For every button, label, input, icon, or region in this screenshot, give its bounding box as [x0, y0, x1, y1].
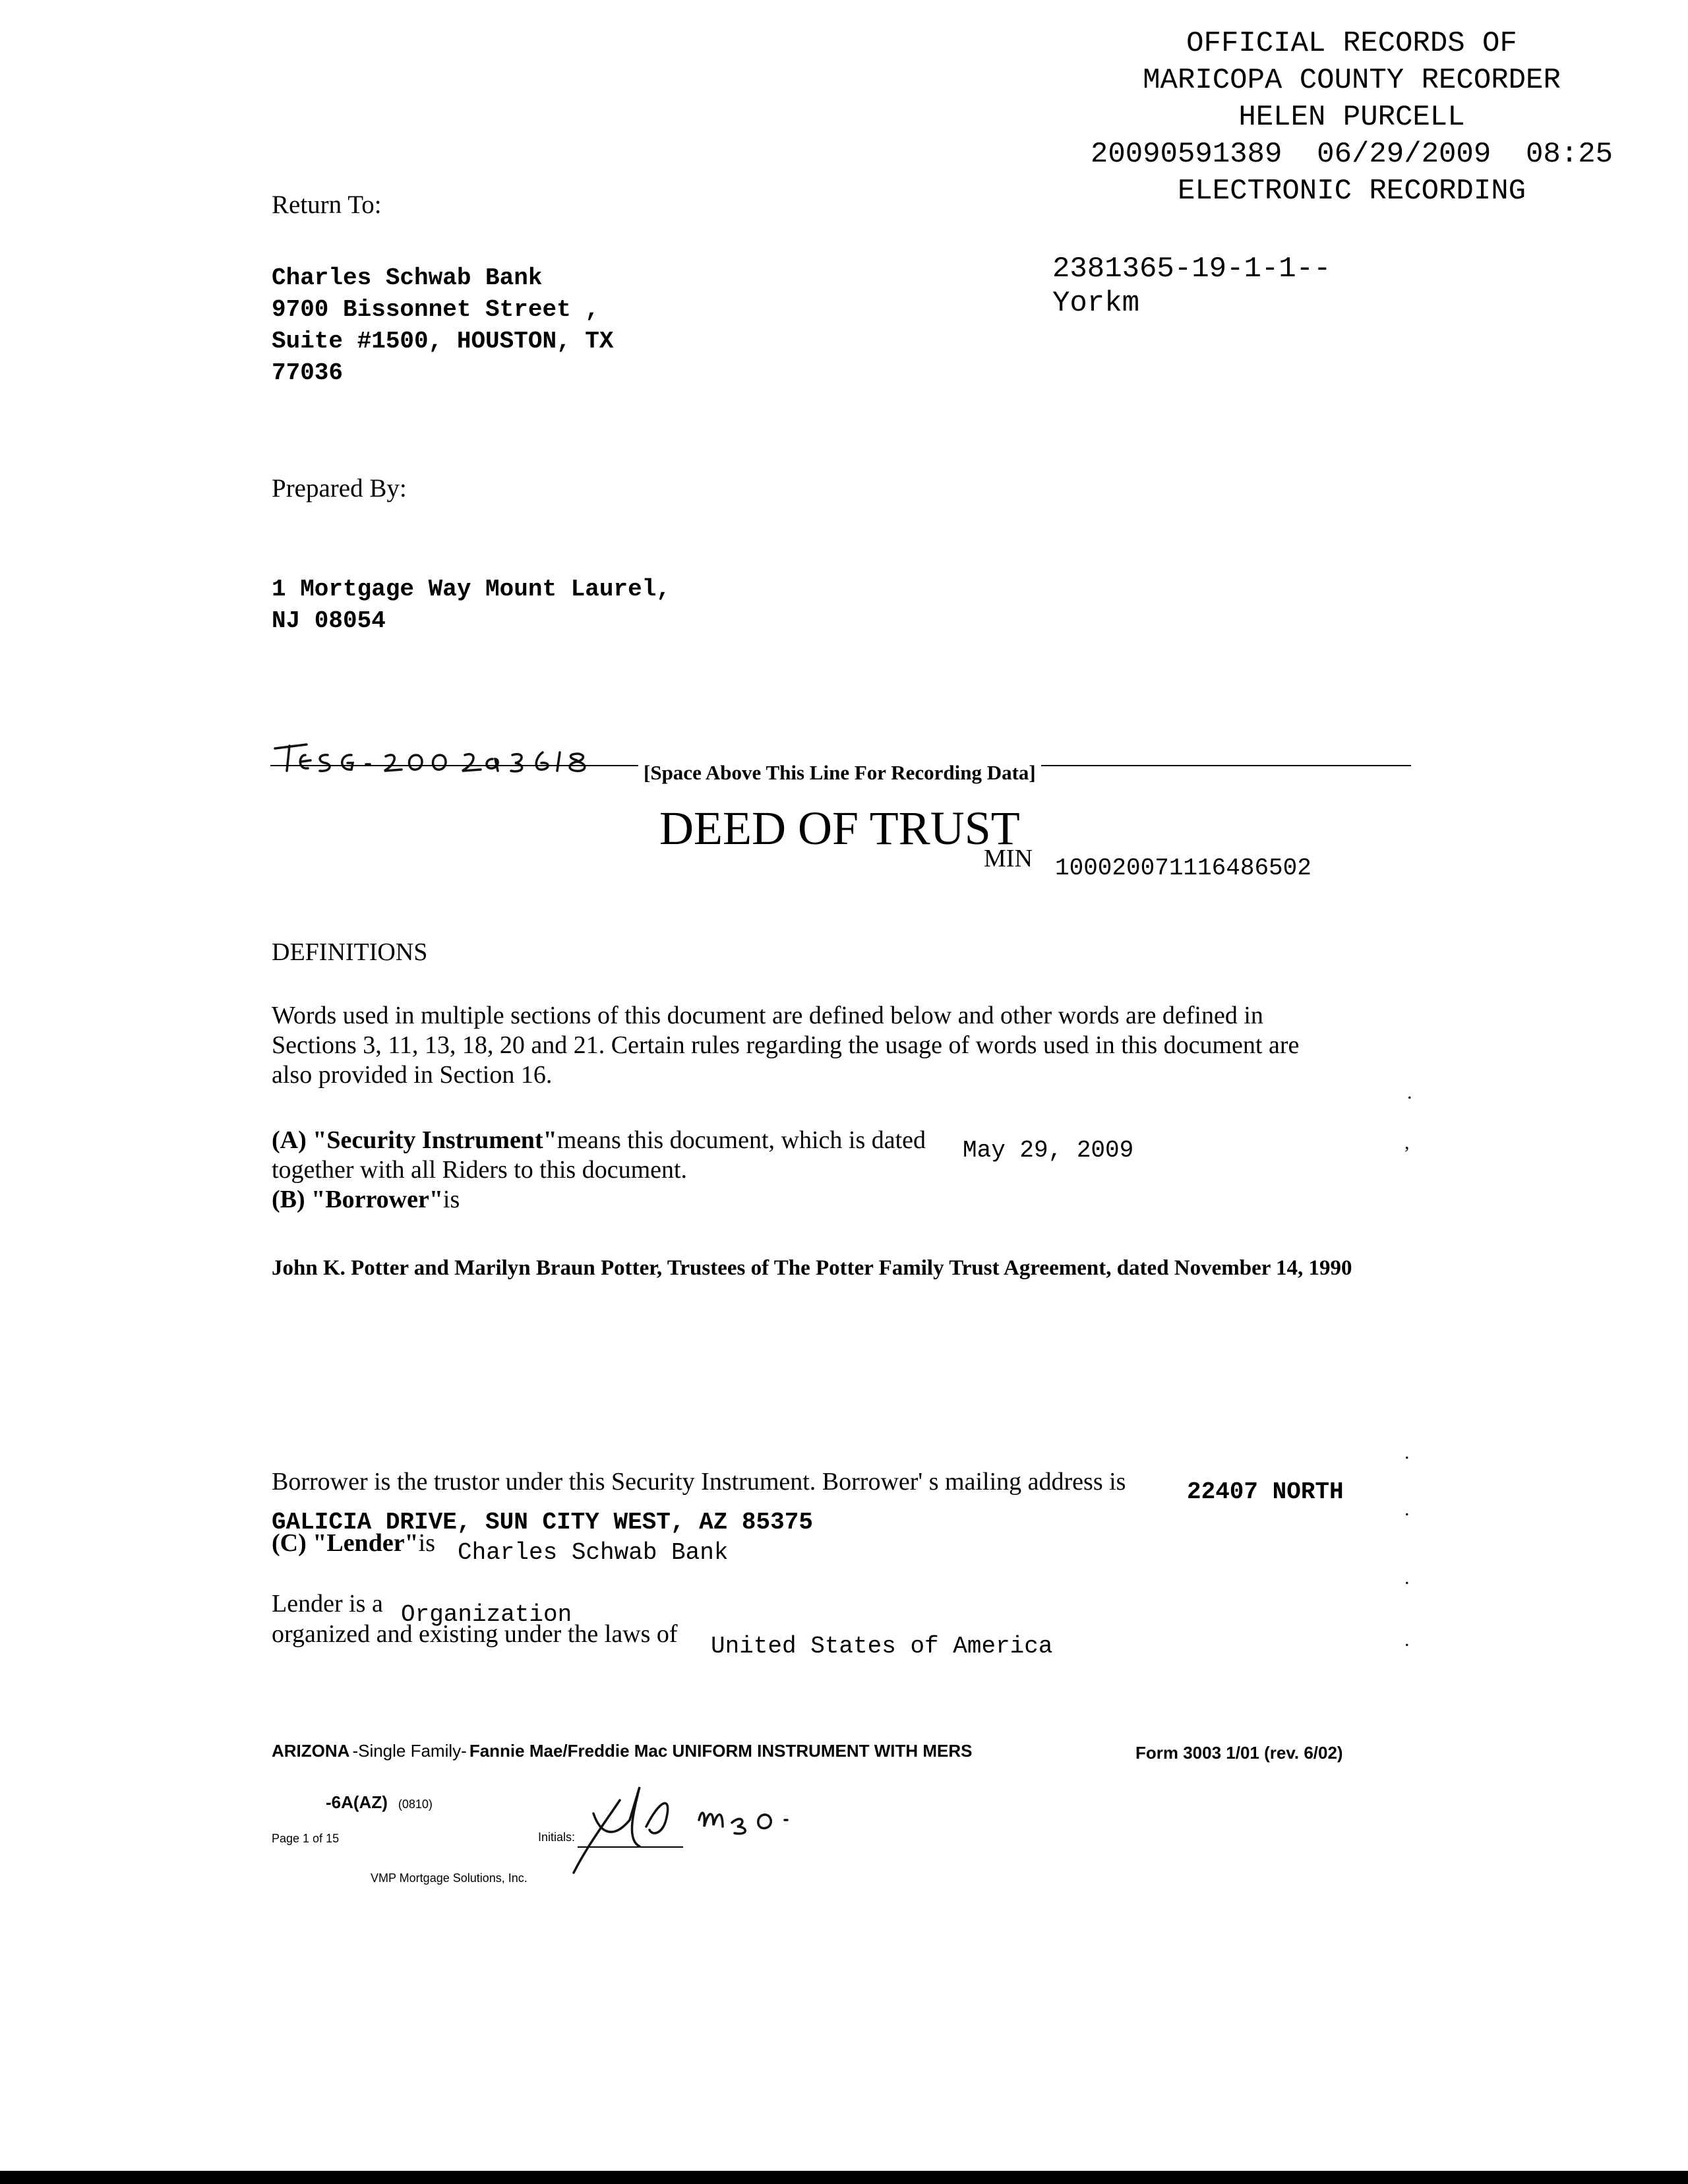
footer-code [326, 1792, 433, 1813]
borrower-names: John K. Potter and Marilyn Braun Potter, Trustees of The Potter Family Trust Agreement, dated November 14, 1990 [272, 1256, 1352, 1280]
definition-a-continuation: together with all Riders to this document. [272, 1156, 688, 1184]
margin-dot: , [1404, 1132, 1410, 1153]
recorder-stamp [1029, 25, 1675, 210]
footer-code-value: -6A(AZ) [326, 1792, 388, 1812]
margin-dot: . [1404, 1441, 1410, 1463]
return-to-line-2: 9700 Bissonnet Street , [272, 296, 599, 323]
margin-dot: . [1407, 1081, 1412, 1103]
borrower-trustor-text: Borrower is the trustor under this Security Instrument. Borrower' s mailing address is [272, 1468, 1126, 1496]
return-to-address [272, 262, 613, 389]
footer-instrument: Fannie Mae/Freddie Mac UNIFORM INSTRUMENT WITH MERS [469, 1741, 973, 1761]
lender-type: Organization [401, 1601, 572, 1628]
borrower-address-line-1: 22407 NORTH [1187, 1478, 1344, 1505]
footer-form-line [272, 1741, 973, 1761]
definition-b [272, 1185, 460, 1215]
return-to-line-4: 77036 [272, 359, 344, 386]
definitions-intro-line-2: Sections 3, 11, 13, 18, 20 and 21. Certain rules regarding the usage of words used in this document are [272, 1031, 1300, 1059]
definition-c-is: is [418, 1529, 436, 1557]
return-to-line-1: Charles Schwab Bank [272, 264, 543, 291]
min-number: 100020071116486502 [1055, 855, 1311, 882]
return-to-label: Return To: [272, 191, 382, 219]
document-id [1052, 252, 1331, 320]
definitions-heading: DEFINITIONS [272, 938, 428, 966]
definition-b-is: is [442, 1186, 460, 1213]
min-label: MIN [984, 845, 1033, 872]
definition-b-term: (B) "Borrower" [272, 1186, 443, 1213]
stamp-line-1: OFFICIAL RECORDS OF [1186, 27, 1517, 60]
borrower-address-line-2: GALICIA DRIVE, SUN CITY WEST, AZ 85375 [272, 1509, 813, 1536]
margin-dot: . [1404, 1498, 1410, 1520]
return-to-line-3: Suite #1500, HOUSTON, TX [272, 328, 614, 355]
definitions-intro [272, 1001, 1299, 1090]
definition-a-text: means this document, which is dated [557, 1126, 926, 1154]
footer-form-number: Form 3003 1/01 (rev. 6/02) [1135, 1743, 1343, 1763]
definition-a [272, 1126, 926, 1155]
definition-c [272, 1529, 435, 1558]
initials-signature [567, 1774, 844, 1879]
definition-a-term: (A) "Security Instrument" [272, 1126, 557, 1154]
lender-jurisdiction: United States of America [711, 1633, 1053, 1660]
stamp-line-2: MARICOPA COUNTY RECORDER [1143, 64, 1561, 97]
margin-dot: . [1404, 1567, 1410, 1589]
footer-initials-label: Initials: [538, 1831, 576, 1844]
margin-dot: . [1404, 1629, 1410, 1651]
handwritten-reference-mark [267, 735, 636, 781]
footer-family: -Single Family- [352, 1741, 467, 1761]
lender-is-a-text: Lender is a [272, 1590, 383, 1618]
document-title: DEED OF TRUST [659, 802, 1020, 855]
lender-name: Charles Schwab Bank [458, 1539, 729, 1566]
definition-c-term: (C) "Lender" [272, 1529, 419, 1557]
recording-data-label: [Space Above This Line For Recording Data] [638, 761, 1041, 785]
document-id-line-2: Yorkm [1052, 287, 1140, 320]
stamp-line-3: HELEN PURCELL [1238, 101, 1465, 134]
prepared-by-address [272, 574, 671, 637]
security-instrument-date: May 29, 2009 [963, 1137, 1134, 1164]
document-id-line-1: 2381365-19-1-1-- [1052, 253, 1331, 286]
definitions-intro-line-1: Words used in multiple sections of this document are defined below and other words are defined in [272, 1002, 1263, 1029]
footer-vendor: VMP Mortgage Solutions, Inc. [371, 1871, 528, 1885]
stamp-line-5: ELECTRONIC RECORDING [1177, 175, 1526, 208]
stamp-line-4: 20090591389 06/29/2009 08:25 [1090, 138, 1613, 171]
scan-edge-bar [0, 2171, 1688, 2184]
footer-page-number: Page 1 of 15 [272, 1832, 340, 1845]
footer-state: ARIZONA [272, 1741, 350, 1761]
definitions-intro-line-3: also provided in Section 16. [272, 1061, 553, 1089]
lender-organized-text: organized and existing under the laws of [272, 1620, 678, 1648]
prepared-by-line-2: NJ 08054 [272, 607, 386, 634]
prepared-by-line-1: 1 Mortgage Way Mount Laurel, [272, 576, 671, 603]
footer-code-number: (0810) [398, 1798, 433, 1811]
prepared-by-label: Prepared By: [272, 474, 407, 502]
